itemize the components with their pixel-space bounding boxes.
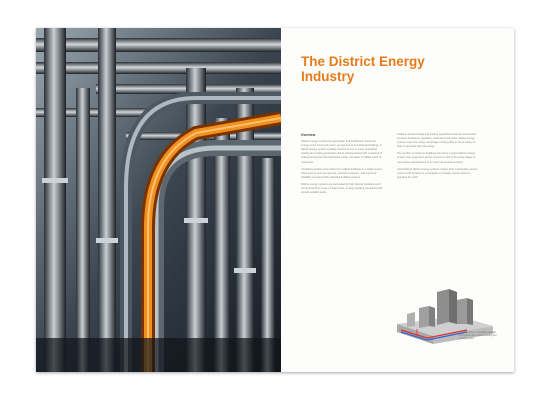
pipes-photo [36, 28, 281, 372]
page-title: The District Energy Industry [301, 54, 425, 84]
text-column-left [301, 133, 383, 363]
paragraph: Unlike in-house heating and cooling applications that are constrained by space limitations, regulatory restrictions and fuels, district energy systems have the unique advantage of being able to use a variety of fuels to generate thermal energy. [397, 133, 477, 149]
paragraph: Ownership of district energy systems ranges from municipality-owned, not-for-profit systems to municipally or privately-owned systems operated for profit. [397, 167, 478, 179]
document-spread [36, 28, 514, 372]
paragraph: The number of customer buildings served by a typical district energy system may range from as few as three or four in the early stages of new system development to as many as several hundred. [397, 152, 476, 164]
text-column-right [397, 133, 479, 283]
article-page [281, 28, 514, 372]
paragraph: District energy involves the generation and distribution of thermal energy at the community level, as opposed to at individual buildings. A district energy system typically consists of one or more centralized heating and cooling generation plants interconnected with a network of underground pipes that distributes steam, hot water or chilled water to customers. [301, 140, 383, 164]
paragraph: District energy systems are well suited for high density locations such as the downtown cores of major cities, or large building complexes that provide suitable scale. [301, 182, 383, 195]
section-heading: Overview [301, 133, 316, 137]
diagram-caption: The following is a simplified diagram of a typical urban district heating and cooling system. [459, 332, 497, 341]
paragraph: Combining heating and cooling for multiple buildings in a single system offers energy and cost savings, reduced emissions, and improved reliability compared with individual building systems. [301, 167, 383, 179]
